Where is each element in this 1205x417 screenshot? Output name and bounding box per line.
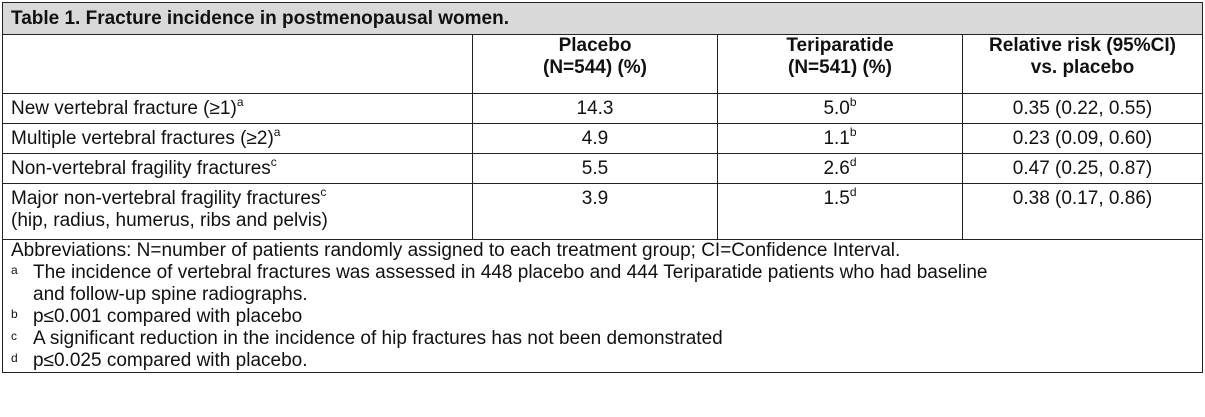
teriparatide-value <box>718 124 963 154</box>
footnote-a-text: The incidence of vertebral fractures was assessed in 448 placebo and 444 Teriparatide patients who had baseline <box>33 262 988 283</box>
teriparatide-value <box>718 184 963 240</box>
placebo-value-text: 14.3 <box>576 98 614 119</box>
relative-risk-value <box>963 154 1203 184</box>
relative-risk-text: 0.47 (0.25, 0.87) <box>1012 158 1153 179</box>
footnote-ref: d <box>849 154 857 169</box>
header-relative-risk-line2: vs. placebo <box>1030 57 1135 78</box>
row-label-text: Major non-vertebral fragility fractures <box>11 188 321 209</box>
header-teriparatide <box>718 35 963 94</box>
footnote-a <box>11 262 1194 284</box>
row-label <box>3 124 473 154</box>
table-row <box>3 124 1203 154</box>
footnote-b <box>11 306 1194 328</box>
placebo-value <box>473 184 718 240</box>
fracture-incidence-table <box>2 2 1203 373</box>
footnote-ref: d <box>849 184 857 199</box>
relative-risk-value <box>963 124 1203 154</box>
placebo-value <box>473 124 718 154</box>
table-title: Table 1. Fracture incidence in postmenopausal women. <box>3 3 1203 35</box>
header-placebo-line2: (N=544) (%) <box>543 57 647 78</box>
header-teriparatide-line2: (N=541) (%) <box>788 57 892 78</box>
teriparatide-value <box>718 154 963 184</box>
header-placebo-line1: Placebo <box>558 35 632 56</box>
row-label-text: Multiple vertebral fractures (≥2) <box>11 128 274 149</box>
row-label <box>3 154 473 184</box>
teriparatide-value-text: 5.0 <box>823 98 850 119</box>
footnote-ref: b <box>849 124 857 139</box>
header-empty <box>3 35 473 94</box>
relative-risk-text: 0.23 (0.09, 0.60) <box>1012 128 1153 149</box>
fracture-table-container <box>2 2 1202 415</box>
teriparatide-value-text: 1.5 <box>823 188 850 209</box>
footnote-d-text: p≤0.025 compared with placebo. <box>33 350 308 371</box>
footnote-a-mark: a <box>11 263 18 277</box>
abbreviations-note: Abbreviations: N=number of patients randomly assigned to each treatment group; CI=Confidence Interval. <box>11 240 901 261</box>
teriparatide-value <box>718 94 963 124</box>
footnote-ref: b <box>849 94 857 109</box>
footnote-c-text: A significant reduction in the incidence of hip fractures has not been demonstrated <box>33 328 723 349</box>
relative-risk-text: 0.35 (0.22, 0.55) <box>1012 98 1153 119</box>
footnote-d-mark: d <box>11 351 18 365</box>
placebo-value-text: 4.9 <box>581 128 609 149</box>
relative-risk-value <box>963 94 1203 124</box>
row-label-text: New vertebral fracture (≥1) <box>11 98 237 119</box>
footnote-ref: c <box>270 154 277 169</box>
header-row <box>3 35 1203 94</box>
table-row <box>3 184 1203 240</box>
placebo-value-text: 3.9 <box>581 188 609 209</box>
footnote-d <box>11 350 1194 372</box>
header-placebo <box>473 35 718 94</box>
row-label <box>3 184 473 240</box>
footnote-b-text: p≤0.001 compared with placebo <box>33 306 303 327</box>
header-relative-risk-line1: Relative risk (95%CI) <box>989 35 1176 56</box>
footnotes-row <box>3 240 1203 373</box>
placebo-value <box>473 94 718 124</box>
footnote-ref: a <box>273 124 281 139</box>
header-teriparatide-line1: Teriparatide <box>786 35 894 56</box>
placebo-value-text: 5.5 <box>581 158 609 179</box>
row-label-subtext: (hip, radius, humerus, ribs and pelvis) <box>11 210 328 231</box>
row-label <box>3 94 473 124</box>
footnote-b-mark: b <box>11 307 18 321</box>
footnote-c-mark: c <box>11 329 17 343</box>
footnote-a-continuation: and follow-up spine radiographs. <box>33 284 308 305</box>
relative-risk-text: 0.38 (0.17, 0.86) <box>1012 188 1153 209</box>
row-label-text: Non-vertebral fragility fractures <box>11 158 271 179</box>
header-relative-risk <box>963 35 1203 94</box>
teriparatide-value-text: 1.1 <box>823 128 850 149</box>
placebo-value <box>473 154 718 184</box>
footnotes <box>3 240 1203 373</box>
table-row <box>3 94 1203 124</box>
teriparatide-value-text: 2.6 <box>823 158 850 179</box>
footnote-ref: a <box>236 94 244 109</box>
footnote-ref: c <box>320 184 327 199</box>
table-row <box>3 154 1203 184</box>
relative-risk-value <box>963 184 1203 240</box>
footnote-c <box>11 328 1194 350</box>
